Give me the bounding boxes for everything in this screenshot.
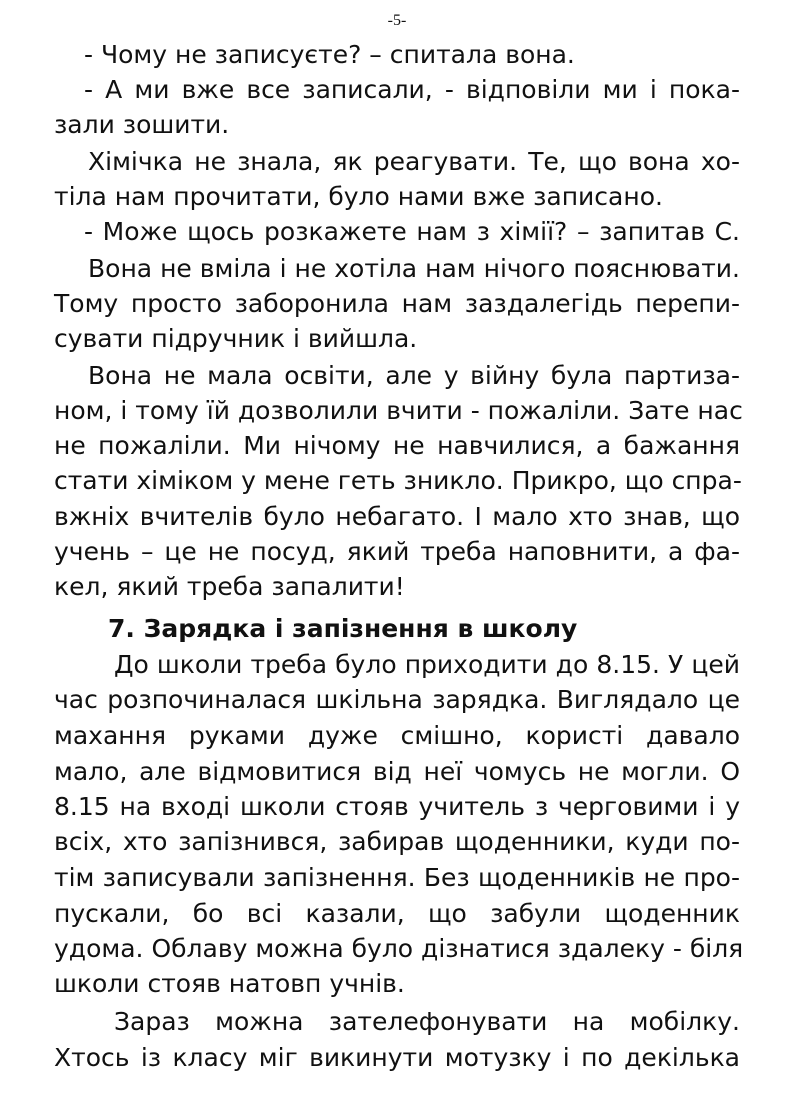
text-line: зали зошити. (54, 110, 230, 139)
text-line: пускали, бо всі казали, що забули щоденник (54, 899, 740, 928)
text-line: мало, але відмовитися від неї чомусь не могли. О (54, 757, 740, 786)
text-line: сувати підручник і вийшла. (54, 324, 418, 353)
text-line: - А ми вже все записали, - відповіли ми і пока- (84, 75, 740, 104)
text-line: Хтось із класу міг викинути мотузку і по декілька (54, 1043, 740, 1072)
text-line: До школи треба було приходити до 8.15. У цей (114, 650, 740, 679)
text-line: Тому просто заборонила нам заздалегідь перепи- (54, 289, 740, 318)
text-line: 8.15 на вході школи стояв учитель з черговими і у (54, 792, 740, 821)
text-line: не пожаліли. Ми нічому не навчилися, а бажання (54, 431, 740, 460)
text-line: Хімічка не знала, як реагувати. Те, що вона хо- (88, 147, 740, 176)
text-line: учень – це не посуд, який треба наповнити, а фа- (54, 537, 740, 566)
section-heading: 7. Зарядка і запізнення в школу (108, 614, 578, 643)
text-line: ном, і тому їй дозволили вчити - пожаліли. Зате нас (54, 396, 743, 425)
text-line: тім записували запізнення. Без щоденників не про- (54, 863, 740, 892)
text-line: тіла нам прочитати, було нами вже записано. (54, 182, 663, 211)
text-line: кел, який треба запалити! (54, 572, 405, 601)
text-line: Зараз можна зателефонувати на мобілку. (114, 1007, 740, 1036)
text-line: Вона не мала освіти, але у війну була партиза- (88, 361, 740, 390)
text-line: - Чому не записуєте? – спитала вона. (84, 40, 575, 69)
text-line: - Може щось розкажете нам з хімії? – запитав С. (84, 217, 740, 246)
text-line: Вона не вміла і не хотіла нам нічого пояснювати. (88, 254, 740, 283)
page-number: -5- (387, 12, 407, 29)
text-line: вжніх вчителів було небагато. І мало хто знав, що (54, 502, 740, 531)
text-line: школи стояв натовп учнів. (54, 969, 405, 998)
text-line: удома. Облаву можна було дізнатися здалеку - біля (54, 934, 744, 963)
text-line: стати хіміком у мене геть зникло. Прикро, що спра- (54, 466, 742, 495)
text-line: час розпочиналася шкільна зарядка. Виглядало це (54, 685, 740, 714)
text-line: махання руками дуже смішно, користі давало (54, 721, 740, 750)
text-line: всіх, хто запізнився, забирав щоденники, куди по- (54, 827, 740, 856)
